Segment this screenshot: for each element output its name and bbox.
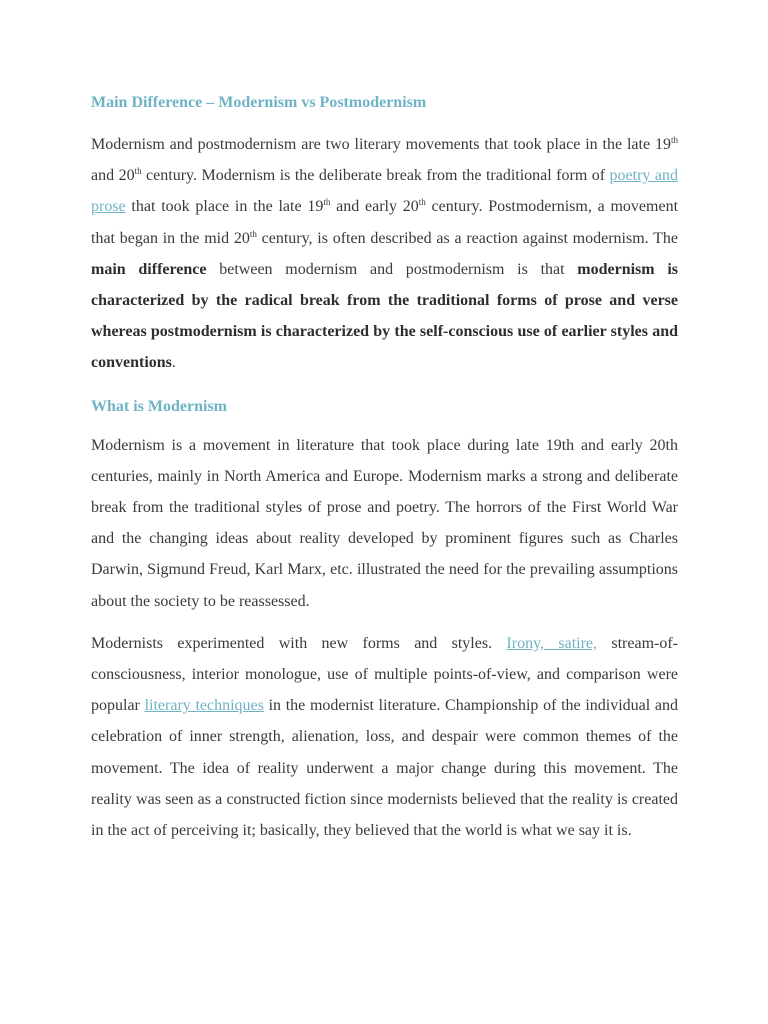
- link-literary-techniques[interactable]: literary techniques: [144, 697, 264, 715]
- text: .: [171, 354, 176, 372]
- heading-what-is-modernism: What is Modernism: [91, 397, 227, 415]
- text: and 20: [91, 167, 135, 185]
- paragraph-modernist-techniques: [91, 628, 678, 846]
- link-irony-satire[interactable]: Irony, satire,: [506, 634, 598, 652]
- bold-key-statement: modernism is characterized by the radical break from the traditional forms of prose and verse whereas postmodernism is characterized by the self-conscious use of earlier styles and conventions: [91, 260, 678, 372]
- text: century. Modernism is the deliberate break from the traditional form of: [141, 167, 610, 185]
- superscript: th: [323, 197, 331, 208]
- text: in the modernist literature. Championship of the individual and celebration of inner strength, alienation, loss, and despair were common themes of the movement. The idea of reality underwent a major change during this movement. The reality was seen as a constructed fiction since modernists believed that the reality is created in the act of perceiving it; basically, they believed that the world is what we say it is.: [91, 697, 679, 840]
- article: [91, 86, 678, 846]
- link-poetry-and-prose[interactable]: poetry and prose: [91, 167, 678, 216]
- text: between modernism and postmodernism is that: [206, 260, 578, 278]
- text: and early 20: [330, 198, 419, 216]
- superscript: th: [418, 197, 426, 208]
- superscript: th: [134, 166, 142, 177]
- text: century, is often described as a reaction against modernism. The: [256, 229, 679, 247]
- superscript: th: [249, 228, 257, 239]
- text: Modernists experimented with new forms and styles.: [91, 634, 507, 652]
- superscript: th: [670, 135, 678, 145]
- paragraph-intro: [91, 129, 678, 379]
- paragraph-modernism-definition: Modernism is a movement in literature that took place during late 19th and early 20th centuries, mainly in North America and Europe. Modernism marks a strong and deliberate break from the traditional styles of prose and poetry. The horrors of the First World War and the changing ideas about reality developed by prominent figures such as Charles Darwin, Sigmund Freud, Karl Marx, etc. illustrated the need for the prevailing assumptions about the society to be reassessed.: [91, 436, 678, 610]
- bold-main-difference: main difference: [91, 260, 207, 278]
- text: that took place in the late 19: [125, 198, 324, 216]
- text: century. Postmodernism, a movement that began in the mid 20: [91, 198, 679, 247]
- text: Modernism and postmodernism are two literary movements that took place in the late 19: [91, 136, 671, 153]
- heading-main-difference: Main Difference – Modernism vs Postmodernism: [91, 94, 427, 111]
- text: stream-of-consciousness, interior monologue, use of multiple points-of-view, and comparison were popular: [91, 634, 679, 715]
